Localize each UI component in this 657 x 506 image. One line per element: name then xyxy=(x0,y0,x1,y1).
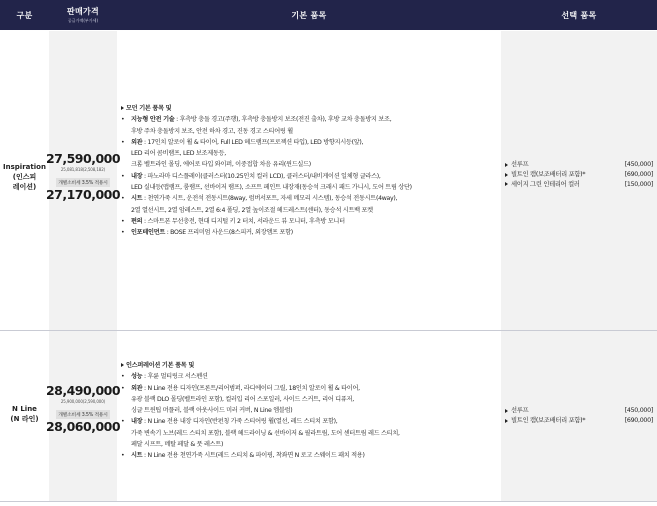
triangle-bullet-icon xyxy=(121,106,124,110)
basic-items-nline xyxy=(121,360,499,462)
trim-name-line: (인스피 xyxy=(12,173,37,181)
basic-item: 싱글 트윈팁 머플러, 블랙 아웃사이드 미러 커버, N Line 엠블럼) xyxy=(131,407,293,415)
header-category-label: 구분 xyxy=(16,10,33,20)
basic-item: • 내장 : 파노라마 디스플레이(클러스터(10.25인치 컬러 LCD), 클러스터/내비게이션 일체형 글라스), xyxy=(121,172,381,180)
triangle-bullet-icon xyxy=(121,363,124,367)
basic-items-inspiration xyxy=(121,103,499,239)
header-options-label: 선택 품목 xyxy=(561,10,597,20)
basic-item: • 성능 : 후륜 멀티링크 서스펜션 xyxy=(121,373,208,381)
option-price: [450,000] xyxy=(624,407,653,414)
sale-price: 27,590,000 xyxy=(45,151,121,166)
option-price: [150,000] xyxy=(624,180,653,188)
triangle-bullet-icon xyxy=(505,163,508,167)
option-price: [690,000] xyxy=(624,416,653,424)
option-item xyxy=(503,406,653,416)
tax-applied-price: 27,170,000 xyxy=(45,187,121,202)
basic-item: 가죽 변속기 노브(레드 스티치 포함), 블랙 헤드라이닝 & 선바이저 & 필라트림, 도어 센터트림 레드 스티치, xyxy=(131,429,400,437)
basic-item: • 외관 : N Line 전용 디자인(프론트/리어범퍼, 라디에이터 그릴, 18인치 알로이 휠 & 타이어, xyxy=(121,384,360,392)
header-basic-label: 기본 품목 xyxy=(291,10,327,20)
price-block-nline xyxy=(45,383,121,434)
basic-item: • 내장 : N Line 전용 내장 디자인(반펀칭 가죽 스티어링 휠(열선, 레드 스티치 포함), xyxy=(121,418,338,426)
supply-price: 25,081,818(2,508,182) xyxy=(60,167,106,172)
option-item xyxy=(503,416,653,426)
option-price: [450,000] xyxy=(624,161,653,168)
basic-item: • 시트 : N Line 전용 천연가죽 시트(레드 스티치 & 파이핑, 착좌면 N 로고 스웨이드 패치 적용) xyxy=(121,452,365,460)
triangle-bullet-icon xyxy=(505,173,508,177)
triangle-bullet-icon xyxy=(505,419,508,423)
trim-name-line: (N 라인) xyxy=(10,415,39,423)
supply-price: 25,900,000(2,590,000) xyxy=(60,399,106,404)
trim-name-inspiration xyxy=(0,162,49,192)
option-name: 세이지 그린 인테리어 컬러 xyxy=(511,180,580,188)
basic-item: 페달 시프트, 메탈 페달 & 풋 레스트) xyxy=(131,441,224,449)
triangle-bullet-icon xyxy=(505,182,508,186)
basic-item: LED 리어 콤비램프, LED 보조제동등, xyxy=(131,150,226,158)
options-inspiration xyxy=(503,160,653,189)
basic-item: • 인포테인먼트 : BOSE 프리미엄 사운드(8스피커, 외장앰프 포함) xyxy=(121,229,293,237)
trim-name-line: 레이션) xyxy=(12,183,37,191)
option-item xyxy=(503,180,653,190)
header-category xyxy=(0,0,49,30)
trim-name-nline xyxy=(0,404,49,424)
option-name: 빌트인 캠(보조배터리 포함)* xyxy=(511,416,586,424)
option-name: 선루프 xyxy=(511,161,529,168)
header-price-label: 판매가격 xyxy=(66,7,100,16)
header-price xyxy=(49,0,117,30)
basic-item: • 시트 : 천연가죽 시트, 운전석 전동시트(8way, 럼버서포트, 자세 메모리 시스템), 동승석 전동시트(4way), xyxy=(121,195,398,203)
header-basic xyxy=(117,0,501,30)
basic-item: 유광 블랙 DLO 몰딩(벨트라인 포함), 컬러입 리어 스포일러, 사이드 스커트, 리어 디퓨저, xyxy=(131,395,354,403)
basic-item: • 편의 : 스마트폰 무선충전, 현대 디지털 키 2 터치, 서라운드 뷰 모니터, 후측방 모니터 xyxy=(121,217,345,225)
sale-price: 28,490,000 xyxy=(45,383,121,398)
trim-name-line: N Line xyxy=(12,405,37,413)
basic-item: 후방 주차 충돌방지 보조, 안전 하차 경고, 진동 경고 스티어링 휠 xyxy=(131,127,293,135)
basic-item: • 외관 : 17인치 알로이 휠 & 타이어, Full LED 헤드램프(프로젝션 타입), LED 방향지시등(앞), xyxy=(121,138,364,146)
price-block-inspiration xyxy=(45,151,121,202)
tax-applied-price: 28,060,000 xyxy=(45,419,121,434)
section-title: 모던 기본 품목 및 xyxy=(121,103,499,114)
row-divider xyxy=(0,501,657,502)
option-item xyxy=(503,160,653,170)
basic-item: 2열 열선시트, 2열 암레스트, 2열 6:4 폴딩, 2열 높이조절 헤드레스트(센터), 동승석 시트백 포켓 xyxy=(131,206,373,214)
option-price: [690,000] xyxy=(624,170,653,178)
header-options xyxy=(501,0,657,30)
option-name: 선루프 xyxy=(511,407,529,414)
options-nline xyxy=(503,406,653,426)
option-name: 빌트인 캠(보조배터리 포함)* xyxy=(511,170,586,178)
section-title: 인스퍼레이션 기본 품목 및 xyxy=(121,360,499,371)
basic-item: 크롬 벨트라인 몰딩, 에어로 타입 와이퍼, 이중접합 차음 유리(윈드실드) xyxy=(131,161,311,169)
triangle-bullet-icon xyxy=(505,409,508,413)
option-item xyxy=(503,170,653,180)
trim-name-line: Inspiration xyxy=(3,163,46,171)
tax-badge: 개별소비세 3.5% 적용시 xyxy=(56,178,110,187)
basic-item: • 지능형 안전 기술 : 후측방 충돌 경고(주행), 후측방 충돌방지 보조(전진 출차), 후방 교차 충돌방지 보조, xyxy=(121,116,392,124)
header-price-sublabel: 공급가액(부가세) xyxy=(67,18,99,23)
basic-item: LED 실내등(맵램프, 룸램프, 선바이저 램프), 소프트 페인트 내장재(동승석 크래시 패드 가니시, 도어 트림 상단) xyxy=(131,184,412,192)
tax-badge: 개별소비세 3.5% 적용시 xyxy=(56,410,110,419)
row-divider xyxy=(0,330,657,331)
